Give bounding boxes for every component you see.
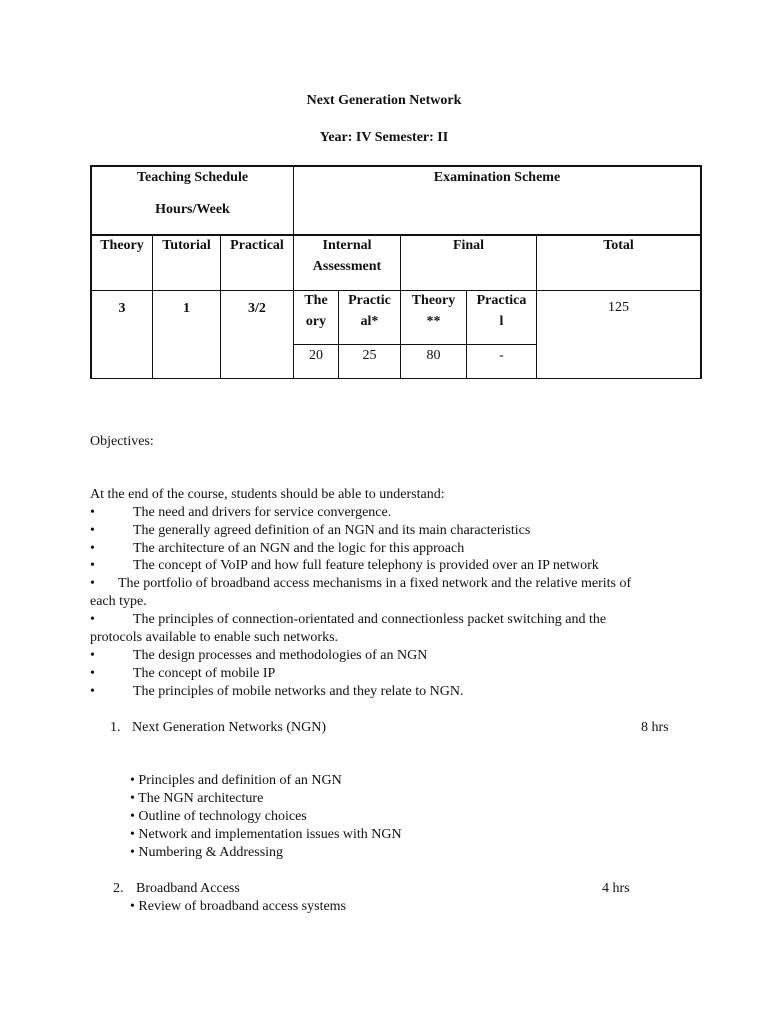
- document-title: Next Generation Network: [306, 93, 462, 108]
- objective-item: The principles of mobile networks and they relate to NGN.: [133, 684, 464, 699]
- bullet-marker: •: [90, 541, 95, 556]
- ia-theory-marks: 20: [309, 348, 323, 363]
- schedule-table: [0, 0, 768, 400]
- objective-item: The concept of VoIP and how full feature telephony is provided over an IP network: [133, 558, 599, 573]
- hours-week-header: Hours/Week: [155, 202, 230, 217]
- topic-item: • The NGN architecture: [130, 791, 264, 806]
- topic-item: • Review of broadband access systems: [130, 899, 347, 914]
- topic-item: • Numbering & Addressing: [130, 845, 284, 860]
- ia-theory-header-line1: The: [304, 293, 328, 308]
- section-title: Broadband Access: [136, 881, 240, 896]
- objective-item-continued: each type.: [90, 594, 147, 609]
- bullet-marker: •: [90, 505, 95, 520]
- final-practical-header-line2: l: [499, 314, 504, 329]
- objectives-intro: At the end of the course, students should be able to understand:: [90, 487, 445, 502]
- total-marks-value: 125: [608, 300, 629, 315]
- objective-item: The concept of mobile IP: [133, 666, 276, 681]
- examination-scheme-header: Examination Scheme: [433, 170, 561, 185]
- internal-assessment-header-line2: Assessment: [312, 259, 382, 274]
- objective-item: The design processes and methodologies of an NGN: [133, 648, 428, 663]
- final-header: Final: [452, 238, 485, 253]
- ia-practical-header-line1: Practic: [348, 293, 391, 308]
- objective-item: The generally agreed definition of an NGN and its main characteristics: [133, 523, 531, 538]
- bullet-marker: •: [90, 684, 95, 699]
- final-theory-marks: 80: [426, 348, 441, 363]
- final-practical-marks: -: [499, 348, 504, 363]
- final-theory-header-line2: **: [426, 314, 441, 329]
- ia-practical-marks: 25: [362, 348, 377, 363]
- theory-hours-value: 3: [118, 301, 126, 316]
- topic-item: • Principles and definition of an NGN: [130, 773, 342, 788]
- tutorial-hours-value: 1: [183, 301, 190, 316]
- final-practical-header-line1: Practica: [476, 293, 527, 308]
- teaching-schedule-header: Teaching Schedule: [136, 170, 249, 185]
- bullet-marker: •: [90, 558, 95, 573]
- objective-item: The architecture of an NGN and the logic for this approach: [133, 541, 465, 556]
- section-title: Next Generation Networks (NGN): [132, 720, 326, 735]
- objective-item: The principles of connection-orientated and connectionless packet switching and the: [133, 612, 607, 627]
- objective-item: The need and drivers for service convergence.: [133, 505, 392, 520]
- tutorial-header: Tutorial: [162, 238, 211, 253]
- section-number: 2.: [113, 881, 124, 896]
- bullet-marker: •: [90, 666, 95, 681]
- bullet-marker: •: [90, 523, 95, 538]
- practical-header: Practical: [230, 238, 284, 253]
- ia-theory-header-line2: ory: [305, 314, 327, 329]
- practical-hours-value: 3/2: [248, 301, 266, 316]
- theory-header: Theory: [100, 238, 144, 253]
- section-hours: 4 hrs: [602, 881, 630, 896]
- objective-item-continued: protocols available to enable such networks.: [90, 630, 339, 645]
- topic-item: • Network and implementation issues with NGN: [130, 827, 402, 842]
- topic-item: • Outline of technology choices: [130, 809, 307, 824]
- bullet-marker: •: [90, 612, 95, 627]
- objectives-heading: Objectives:: [90, 434, 154, 449]
- bullet-marker: •: [90, 648, 95, 663]
- section-number: 1.: [110, 720, 121, 735]
- objective-item: The portfolio of broadband access mechanisms in a fixed network and the relative merits of: [118, 576, 632, 591]
- document-subtitle: Year: IV Semester: II: [319, 130, 449, 145]
- ia-practical-header-line2: al*: [360, 314, 379, 329]
- final-theory-header-line1: Theory: [411, 293, 456, 308]
- bullet-marker: •: [90, 576, 95, 591]
- internal-assessment-header-line1: Internal: [322, 238, 372, 253]
- section-hours: 8 hrs: [641, 720, 669, 735]
- total-header: Total: [603, 238, 634, 253]
